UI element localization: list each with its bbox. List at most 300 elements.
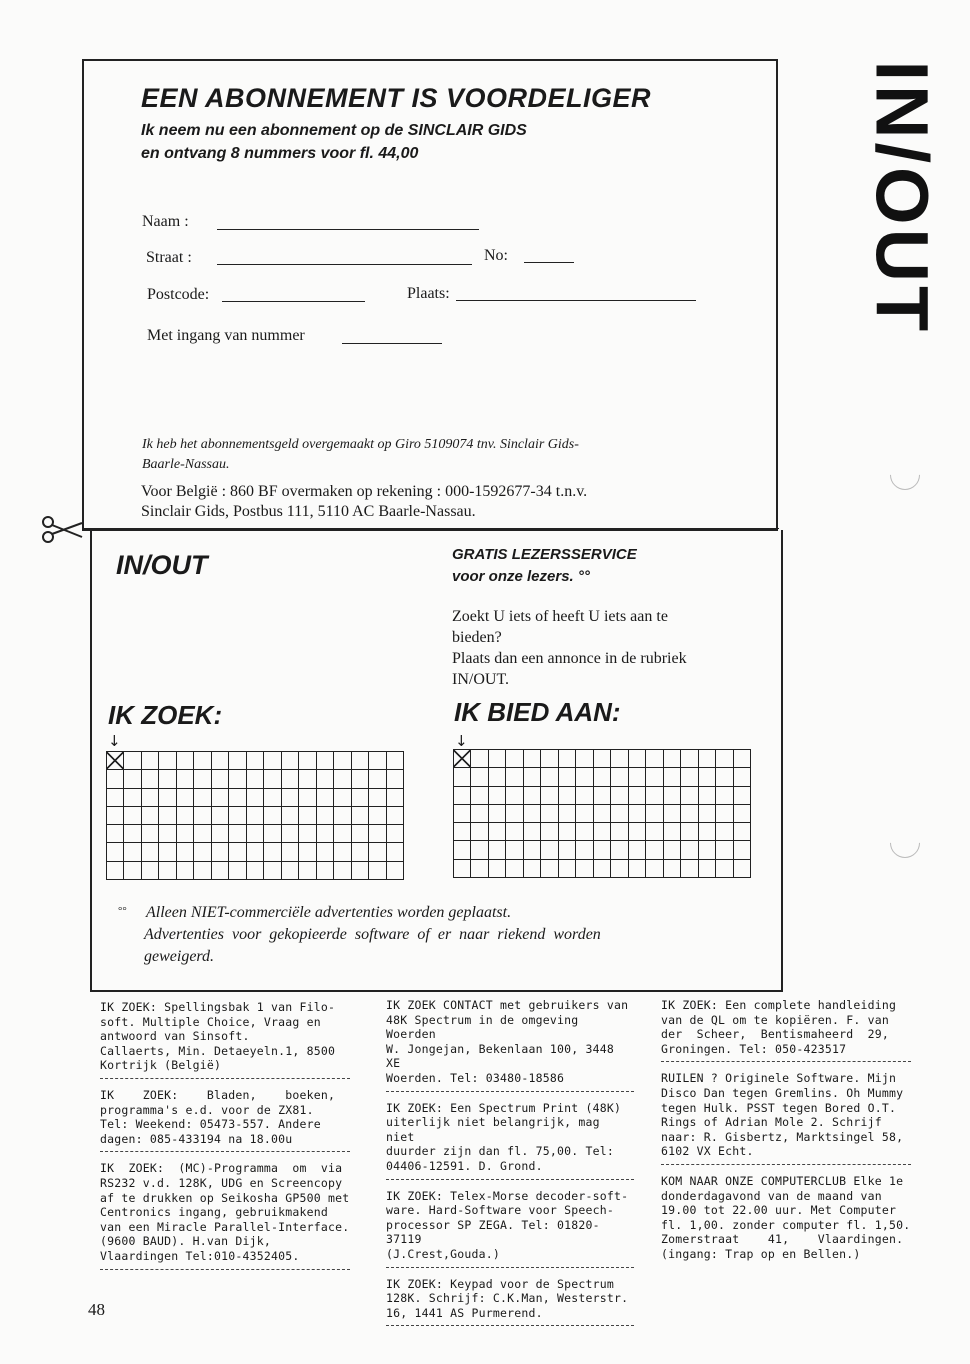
page-number: 48 <box>88 1300 105 1319</box>
ingang-label: Met ingang van nummer <box>147 327 305 344</box>
grid-cell[interactable] <box>681 805 698 823</box>
grid-cell[interactable] <box>317 843 334 861</box>
grid-cell[interactable] <box>524 841 541 859</box>
grid-cell[interactable] <box>611 841 628 859</box>
grid-cell[interactable] <box>454 823 471 841</box>
grid-cell[interactable] <box>264 752 281 770</box>
grid-cell[interactable] <box>629 860 646 878</box>
grid-cell[interactable] <box>541 823 558 841</box>
grid-cell[interactable] <box>506 841 523 859</box>
grid-cell[interactable] <box>489 841 506 859</box>
grid-cell[interactable] <box>489 805 506 823</box>
grid-cell[interactable] <box>646 768 663 786</box>
ads-column-1 <box>100 1000 350 1270</box>
grid-cell[interactable] <box>369 862 386 880</box>
scissors-icon <box>40 515 84 545</box>
grid-cell[interactable] <box>559 841 576 859</box>
naam-field[interactable] <box>217 229 479 230</box>
grid-cell[interactable] <box>734 750 751 768</box>
grid-cell[interactable] <box>506 823 523 841</box>
grid-cell[interactable] <box>194 807 211 825</box>
ad-item: IK ZOEK: Spellingsbak 1 van Filo- soft. Multiple Choice, Vraag en antwoord van Sinsoft. Callaerts, Min. Detaeyeln.1, 8500 Kortrijk (België) <box>100 1000 336 1073</box>
grid-cell[interactable] <box>299 862 316 880</box>
grid-cell[interactable] <box>369 770 386 788</box>
grid-cell[interactable] <box>124 843 141 861</box>
grid-cell[interactable] <box>177 789 194 807</box>
grid-cell[interactable] <box>559 860 576 878</box>
grid-cell[interactable] <box>664 860 681 878</box>
grid-cell[interactable] <box>471 768 488 786</box>
grid-cell[interactable] <box>611 768 628 786</box>
grid-cell[interactable] <box>471 841 488 859</box>
grid-cell[interactable] <box>142 752 159 770</box>
grid-cell[interactable] <box>646 823 663 841</box>
grid-cell[interactable] <box>524 860 541 878</box>
grid-cell[interactable] <box>369 752 386 770</box>
grid-cell[interactable] <box>471 805 488 823</box>
grid-cell[interactable] <box>387 862 404 880</box>
giro-line-1: Ik heb het abonnementsgeld overgemaakt op Giro 5109074 tnv. Sinclair Gids- <box>142 437 579 452</box>
grid-cell[interactable] <box>734 823 751 841</box>
grid-cell[interactable] <box>159 862 176 880</box>
grid-cell[interactable] <box>489 750 506 768</box>
grid-cell[interactable] <box>124 862 141 880</box>
grid-cell[interactable] <box>107 789 124 807</box>
grid-cell[interactable] <box>247 789 264 807</box>
grid-cell[interactable] <box>387 752 404 770</box>
grid-cell[interactable] <box>369 843 386 861</box>
grid-cell[interactable] <box>247 752 264 770</box>
grid-cell[interactable] <box>124 752 141 770</box>
grid-cell[interactable] <box>124 807 141 825</box>
grid-cell[interactable] <box>559 823 576 841</box>
grid-cell[interactable] <box>559 787 576 805</box>
grid-cell[interactable] <box>159 843 176 861</box>
grid-cell[interactable] <box>387 770 404 788</box>
grid-cell[interactable] <box>124 789 141 807</box>
grid-cell[interactable] <box>299 789 316 807</box>
grid-cell[interactable] <box>229 807 246 825</box>
grid-cell[interactable] <box>454 805 471 823</box>
grid-cell[interactable] <box>489 787 506 805</box>
grid-cell[interactable] <box>681 860 698 878</box>
grid-cell[interactable] <box>716 841 733 859</box>
grid-cell[interactable] <box>264 825 281 843</box>
grid-cell[interactable] <box>159 789 176 807</box>
naam-label: Naam : <box>142 213 189 230</box>
grid-cell[interactable] <box>177 862 194 880</box>
grid-cell[interactable] <box>716 805 733 823</box>
grid-cell[interactable] <box>212 862 229 880</box>
grid-cell[interactable] <box>352 843 369 861</box>
grid-cell[interactable] <box>594 768 611 786</box>
grid-cell[interactable] <box>229 789 246 807</box>
zoekt-line-1: Zoekt U iets of heeft U iets aan te <box>452 608 668 625</box>
ad-item: RUILEN ? Originele Software. Mijn Disco Dan tegen Gremlins. Oh Mummy tegen Hulk. PSST tegen Bored O.T. Rings of Adrian Mole 2. Schrijf naar: R. Gisbertz, Marktsingel 58, 6102 VX Echt. <box>661 1071 904 1159</box>
grid-cell[interactable] <box>506 768 523 786</box>
gratis-subheading: voor onze lezers. °° <box>452 568 590 585</box>
ad-item: IK ZOEK: Een Spectrum Print (48K) uiterlijk niet belangrijk, mag niet duurder zijn dan fl. 75,00. Tel: 04406-12591. D. Grond. <box>386 1100 622 1173</box>
grid-cell[interactable] <box>664 787 681 805</box>
grid-cell[interactable] <box>317 752 334 770</box>
grid-cell[interactable] <box>264 770 281 788</box>
grid-cell[interactable] <box>264 807 281 825</box>
grid-cell[interactable] <box>142 770 159 788</box>
inout-title: IN/OUT <box>116 550 208 580</box>
grid-cell[interactable] <box>282 843 299 861</box>
grid-cell[interactable] <box>611 750 628 768</box>
grid-cell[interactable] <box>699 750 716 768</box>
grid-cell[interactable] <box>576 787 593 805</box>
grid-cell[interactable] <box>664 805 681 823</box>
grid-cell[interactable] <box>334 843 351 861</box>
grid-cell[interactable] <box>559 805 576 823</box>
grid-cell[interactable] <box>734 841 751 859</box>
grid-cell[interactable] <box>646 787 663 805</box>
grid-cell[interactable] <box>629 805 646 823</box>
grid-cell[interactable] <box>681 768 698 786</box>
grid-cell[interactable] <box>629 768 646 786</box>
grid-cell[interactable] <box>594 823 611 841</box>
ad-divider <box>661 1164 911 1165</box>
ad-item: KOM NAAR ONZE COMPUTERCLUB Elke 1e donderdagavond van de maand van 19.00 tot 22.00 uur. Met Computer fl. 1,00. zonder computer fl. 1,50. Zomerstraat 41, Vlaardingen. (ingang: Trap op en Bellen.) <box>661 1173 911 1261</box>
grid-cell[interactable] <box>317 789 334 807</box>
grid-cell[interactable] <box>716 787 733 805</box>
ad-divider <box>386 1179 634 1180</box>
grid-cell[interactable] <box>734 860 751 878</box>
grid-cell[interactable] <box>282 862 299 880</box>
straat-field[interactable] <box>217 264 472 265</box>
grid-cell[interactable] <box>212 807 229 825</box>
grid-cell[interactable] <box>212 825 229 843</box>
grid-cell[interactable] <box>159 807 176 825</box>
grid-cell[interactable] <box>142 789 159 807</box>
grid-cell[interactable] <box>247 807 264 825</box>
grid-cell[interactable] <box>594 805 611 823</box>
ad-item: IK ZOEK: Een complete handleiding van de QL om te kopiëren. F. van der Scheer, Bentismaheerd 29, Groningen. Tel: 050-423517 <box>661 998 897 1056</box>
grid-cell[interactable] <box>471 750 488 768</box>
ik-zoek-heading: IK ZOEK: <box>108 700 223 730</box>
grid-cell[interactable] <box>489 860 506 878</box>
grid-cell[interactable] <box>124 770 141 788</box>
note-mark: °° <box>118 905 127 917</box>
coupon-heading: EEN ABONNEMENT IS VOORDELIGER <box>141 83 652 113</box>
ik-bied-arrow-icon: ↓ <box>455 732 468 750</box>
gratis-heading: GRATIS LEZERSSERVICE <box>452 546 637 563</box>
grid-cell[interactable] <box>646 750 663 768</box>
grid-cell[interactable] <box>471 823 488 841</box>
grid-cell[interactable] <box>159 825 176 843</box>
grid-cell[interactable] <box>177 807 194 825</box>
grid-cell[interactable] <box>524 787 541 805</box>
grid-cell[interactable] <box>194 752 211 770</box>
plaats-line-2: IN/OUT. <box>452 671 510 688</box>
grid-cell[interactable] <box>387 825 404 843</box>
grid-cell[interactable] <box>107 862 124 880</box>
grid-cell[interactable] <box>699 805 716 823</box>
coupon-subtitle-1: Ik neem nu een abonnement op de SINCLAIR GIDS <box>141 122 527 139</box>
grid-cell[interactable] <box>541 805 558 823</box>
grid-cell[interactable] <box>229 843 246 861</box>
grid-cell[interactable] <box>369 807 386 825</box>
grid-cell[interactable] <box>387 789 404 807</box>
grid-cell[interactable] <box>629 823 646 841</box>
grid-cell[interactable] <box>611 805 628 823</box>
grid-cell[interactable] <box>352 770 369 788</box>
ad-divider <box>100 1078 350 1079</box>
grid-cell[interactable] <box>629 750 646 768</box>
ad-item: IK ZOEK: (MC)-Programma om via RS232 v.d. 128K, UDG en Screencopy af te drukken op Seikosha GP500 met Centronics ingang, gebruikmakend van een Miracle Parallel-Interface. (9600 BAUD). H.van Dijk, Vlaardingen Tel:010-4352405. <box>100 1161 350 1263</box>
postcode-field[interactable] <box>222 301 365 302</box>
grid-cell[interactable] <box>317 770 334 788</box>
grid-cell[interactable] <box>664 768 681 786</box>
grid-cell[interactable] <box>576 768 593 786</box>
ingang-field[interactable] <box>342 343 442 344</box>
straat-label: Straat : <box>146 249 192 266</box>
note-line-3: geweigerd. <box>144 948 215 965</box>
zoekt-line-2: bieden? <box>452 629 502 646</box>
cut-line <box>84 528 779 529</box>
ads-column-2 <box>386 998 634 1326</box>
grid-cell[interactable] <box>387 807 404 825</box>
grid-cell[interactable] <box>352 807 369 825</box>
grid-cell[interactable] <box>646 805 663 823</box>
grid-cell[interactable] <box>489 823 506 841</box>
ik-bied-aan-heading: IK BIED AAN: <box>454 697 621 727</box>
grid-cell[interactable] <box>681 787 698 805</box>
grid-cell[interactable] <box>541 768 558 786</box>
grid-cell[interactable] <box>264 789 281 807</box>
grid-cell[interactable] <box>247 770 264 788</box>
grid-cell[interactable] <box>194 843 211 861</box>
grid-cell[interactable] <box>282 789 299 807</box>
grid-cell[interactable] <box>681 823 698 841</box>
grid-cell[interactable] <box>212 752 229 770</box>
grid-cell[interactable] <box>716 768 733 786</box>
punch-hole-top <box>884 454 926 496</box>
inout-form <box>90 530 783 992</box>
grid-cell[interactable] <box>664 841 681 859</box>
grid-cell[interactable] <box>177 843 194 861</box>
grid-cell[interactable] <box>317 862 334 880</box>
grid-cell[interactable] <box>699 823 716 841</box>
grid-cell[interactable] <box>229 752 246 770</box>
grid-cell[interactable] <box>369 789 386 807</box>
ad-divider <box>386 1091 634 1092</box>
grid-cell-checked[interactable] <box>107 752 124 770</box>
grid-cell[interactable] <box>506 750 523 768</box>
grid-cell[interactable] <box>611 860 628 878</box>
plaats-field[interactable] <box>456 300 696 301</box>
grid-cell[interactable] <box>107 807 124 825</box>
grid-cell[interactable] <box>299 770 316 788</box>
coupon-subtitle-2: en ontvang 8 nummers voor fl. 44,00 <box>141 145 419 162</box>
no-field[interactable] <box>524 262 574 263</box>
grid-cell[interactable] <box>387 843 404 861</box>
grid-cell[interactable] <box>506 805 523 823</box>
grid-cell[interactable] <box>212 770 229 788</box>
grid-cell[interactable] <box>559 768 576 786</box>
grid-cell[interactable] <box>506 787 523 805</box>
ad-divider <box>661 1061 911 1062</box>
grid-cell[interactable] <box>716 750 733 768</box>
grid-cell[interactable] <box>611 823 628 841</box>
grid-cell[interactable] <box>699 841 716 859</box>
plaats-line-1: Plaats dan een annonce in de rubriek <box>452 650 687 667</box>
side-title <box>862 58 942 358</box>
grid-cell[interactable] <box>489 768 506 786</box>
grid-cell[interactable] <box>471 787 488 805</box>
grid-cell[interactable] <box>369 825 386 843</box>
grid-cell[interactable] <box>646 841 663 859</box>
grid-cell[interactable] <box>264 862 281 880</box>
grid-cell[interactable] <box>352 825 369 843</box>
note-line-2: Advertenties voor gekopieerde software of er naar riekend worden <box>144 926 601 943</box>
grid-cell[interactable] <box>454 768 471 786</box>
grid-cell[interactable] <box>506 860 523 878</box>
grid-cell[interactable] <box>247 825 264 843</box>
grid-cell[interactable] <box>611 787 628 805</box>
grid-cell[interactable] <box>229 825 246 843</box>
grid-cell[interactable] <box>629 841 646 859</box>
grid-cell[interactable] <box>334 789 351 807</box>
grid-cell[interactable] <box>247 843 264 861</box>
grid-cell[interactable] <box>299 825 316 843</box>
grid-cell[interactable] <box>524 823 541 841</box>
grid-cell[interactable] <box>454 860 471 878</box>
grid-cell[interactable] <box>576 805 593 823</box>
grid-cell[interactable] <box>317 807 334 825</box>
grid-cell[interactable] <box>576 823 593 841</box>
ad-divider <box>386 1267 634 1268</box>
grid-cell[interactable] <box>352 789 369 807</box>
grid-cell[interactable] <box>524 805 541 823</box>
grid-cell[interactable] <box>734 787 751 805</box>
grid-cell[interactable] <box>282 752 299 770</box>
grid-cell[interactable] <box>454 787 471 805</box>
grid-cell[interactable] <box>594 787 611 805</box>
subscription-coupon <box>82 59 778 531</box>
ad-item: IK ZOEK: Telex-Morse decoder-soft- ware. Hard-Software voor Speech- processor SP ZEGA. Tel: 01820-37119 (J.Crest,Gouda.) <box>386 1188 629 1261</box>
grid-cell[interactable] <box>159 752 176 770</box>
grid-cell[interactable] <box>299 843 316 861</box>
grid-cell[interactable] <box>194 825 211 843</box>
grid-cell[interactable] <box>194 770 211 788</box>
grid-cell[interactable] <box>716 823 733 841</box>
grid-cell[interactable] <box>334 752 351 770</box>
side-title-text: IN/OUT <box>860 60 944 336</box>
grid-cell[interactable] <box>699 768 716 786</box>
grid-cell[interactable] <box>334 862 351 880</box>
grid-cell[interactable] <box>734 768 751 786</box>
grid-cell[interactable] <box>524 750 541 768</box>
grid-cell[interactable] <box>177 825 194 843</box>
grid-cell[interactable] <box>282 825 299 843</box>
grid-cell[interactable] <box>177 770 194 788</box>
belgie-line-1: Voor België : 860 BF overmaken op rekening : 000-1592677-34 t.n.v. <box>141 483 588 500</box>
grid-cell[interactable] <box>576 841 593 859</box>
grid-cell[interactable] <box>142 825 159 843</box>
ad-divider <box>100 1151 350 1152</box>
note-line-1: Alleen NIET-commerciële advertenties worden geplaatst. <box>146 904 512 921</box>
grid-cell[interactable] <box>334 770 351 788</box>
ads-column-3 <box>661 998 911 1262</box>
grid-cell[interactable] <box>142 843 159 861</box>
grid-cell[interactable] <box>646 860 663 878</box>
grid-cell[interactable] <box>576 860 593 878</box>
grid-cell[interactable] <box>471 860 488 878</box>
grid-cell[interactable] <box>229 770 246 788</box>
grid-cell[interactable] <box>629 787 646 805</box>
grid-cell[interactable] <box>282 807 299 825</box>
grid-cell[interactable] <box>229 862 246 880</box>
grid-cell[interactable] <box>334 807 351 825</box>
grid-cell[interactable] <box>681 750 698 768</box>
ik-zoek-grid[interactable] <box>106 751 404 880</box>
grid-cell[interactable] <box>352 752 369 770</box>
grid-cell[interactable] <box>524 768 541 786</box>
grid-cell[interactable] <box>594 750 611 768</box>
belgie-line-2: Sinclair Gids, Postbus 111, 5110 AC Baarle-Nassau. <box>141 503 476 520</box>
grid-cell[interactable] <box>699 860 716 878</box>
grid-cell[interactable] <box>194 789 211 807</box>
grid-cell[interactable] <box>664 823 681 841</box>
grid-cell[interactable] <box>299 807 316 825</box>
grid-cell[interactable] <box>352 862 369 880</box>
grid-cell[interactable] <box>212 843 229 861</box>
grid-cell[interactable] <box>541 841 558 859</box>
grid-cell[interactable] <box>734 805 751 823</box>
grid-cell[interactable] <box>541 750 558 768</box>
ad-item: IK ZOEK CONTACT met gebruikers van 48K Spectrum in de omgeving Woerden W. Jongejan, Bekenlaan 100, 3448 XE Woerden. Tel: 03480-18586 <box>386 998 629 1085</box>
grid-cell[interactable] <box>559 750 576 768</box>
grid-cell[interactable] <box>454 841 471 859</box>
grid-cell[interactable] <box>699 787 716 805</box>
grid-cell[interactable] <box>541 860 558 878</box>
punch-hole-bottom <box>884 822 926 864</box>
grid-cell[interactable] <box>107 843 124 861</box>
grid-cell[interactable] <box>664 750 681 768</box>
grid-cell[interactable] <box>107 770 124 788</box>
giro-line-2: Baarle-Nassau. <box>142 457 230 472</box>
grid-cell[interactable] <box>247 862 264 880</box>
grid-cell[interactable] <box>142 807 159 825</box>
grid-cell[interactable] <box>317 825 334 843</box>
grid-cell[interactable] <box>541 787 558 805</box>
ad-divider <box>386 1325 634 1326</box>
grid-cell-checked[interactable] <box>454 750 471 768</box>
grid-cell[interactable] <box>716 860 733 878</box>
grid-cell[interactable] <box>194 862 211 880</box>
grid-cell[interactable] <box>212 789 229 807</box>
grid-cell[interactable] <box>264 843 281 861</box>
grid-cell[interactable] <box>576 750 593 768</box>
grid-cell[interactable] <box>282 770 299 788</box>
grid-cell[interactable] <box>594 860 611 878</box>
grid-cell[interactable] <box>334 825 351 843</box>
postcode-label: Postcode: <box>147 286 210 303</box>
grid-cell[interactable] <box>142 862 159 880</box>
grid-cell[interactable] <box>594 841 611 859</box>
grid-cell[interactable] <box>107 825 124 843</box>
grid-cell[interactable] <box>299 752 316 770</box>
grid-cell[interactable] <box>681 841 698 859</box>
grid-cell[interactable] <box>124 825 141 843</box>
grid-cell[interactable] <box>177 752 194 770</box>
grid-cell[interactable] <box>159 770 176 788</box>
ik-bied-aan-grid[interactable] <box>453 749 751 878</box>
plaats-label: Plaats: <box>407 285 450 302</box>
